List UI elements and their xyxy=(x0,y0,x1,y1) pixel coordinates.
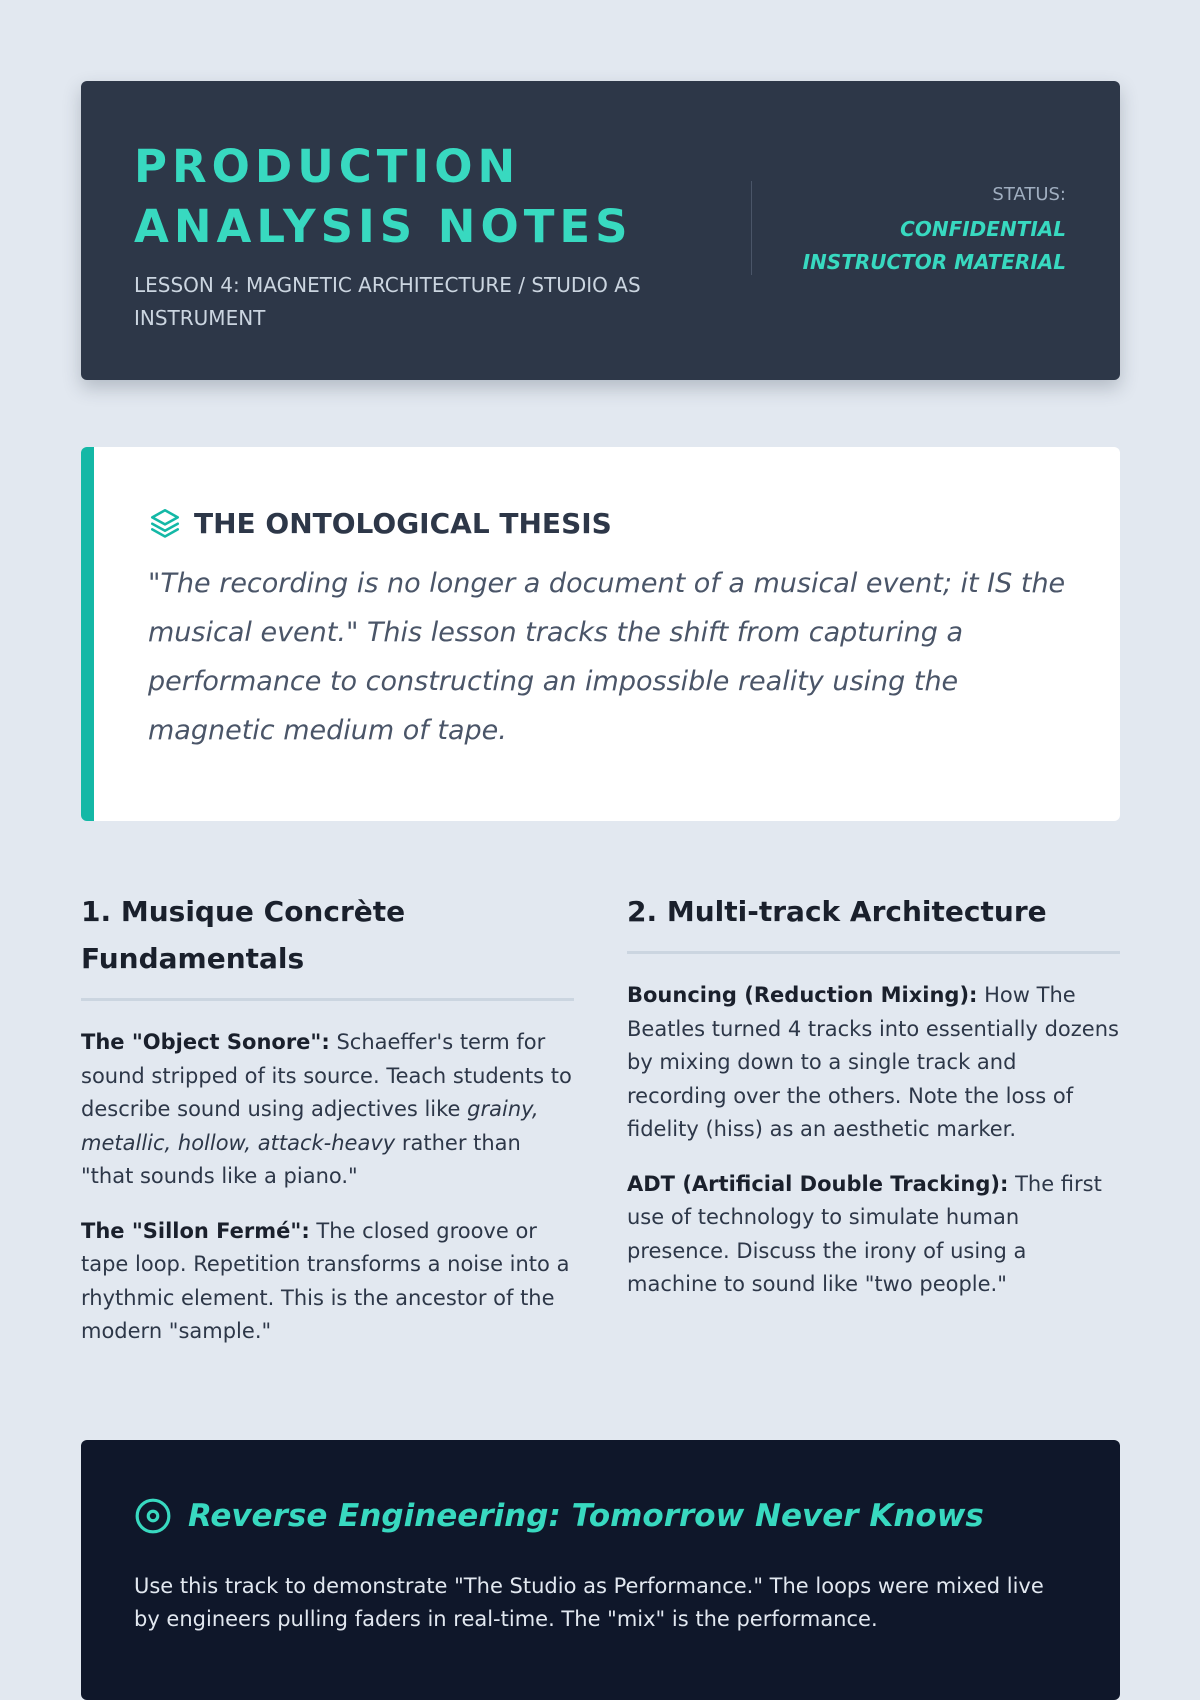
lesson-subtitle: LESSON 4: MAGNETIC ARCHITECTURE / STUDIO AS INSTRUMENT xyxy=(134,273,641,330)
section-multitrack xyxy=(627,888,1120,1370)
engineering-title: Reverse Engineering: Tomorrow Never Knows xyxy=(188,1497,984,1534)
entry-text: rather than "that sounds like a piano." xyxy=(81,1130,521,1188)
entry-object-sonore xyxy=(81,1026,574,1194)
entry-text: Schaeffer's term for sound stripped of its source. Teach students to describe sound using adjectives like xyxy=(81,1030,572,1121)
entry-text: How The Beatles turned 4 tracks into essentially dozens by mixing down to a single track and recording over the others. Note the loss of fidelity (hiss) as an aesthetic marker. xyxy=(627,983,1119,1141)
engineering-heading xyxy=(134,1496,1067,1536)
engineering-text: Use this track to demonstrate "The Studio as Performance." The loops were mixed live by engineers pulling faders in real-time. The "mix" is the performance. xyxy=(134,1573,1044,1631)
entry-bouncing xyxy=(627,979,1120,1147)
page-title: PRODUCTION ANALYSIS NOTES xyxy=(134,140,633,253)
status-value: CONFIDENTIAL INSTRUCTOR MATERIAL xyxy=(802,217,1066,274)
thesis-title: THE ONTOLOGICAL THESIS xyxy=(194,506,612,540)
entry-text: The closed groove or tape loop. Repetition transforms a noise into a rhythmic element. This is the ancestor of the modern "sample." xyxy=(81,1218,570,1343)
status-block xyxy=(752,137,1066,380)
target-icon xyxy=(134,1497,172,1535)
section-title: 2. Multi-track Architecture xyxy=(627,888,1120,954)
layers-icon xyxy=(148,506,182,540)
entry-term: ADT (Artificial Double Tracking): xyxy=(627,1171,1009,1196)
entry-term: The "Sillon Fermé": xyxy=(81,1218,310,1243)
thesis-quote: "The recording is no longer a document of a musical event; it IS the musical event." This lesson tracks the shift from capturing a performance to constructing an impossible reality using the magnetic medium of tape. xyxy=(148,568,1066,746)
entry-emphasis: grainy, metallic, hollow, attack-heavy xyxy=(81,1097,539,1155)
entry-adt xyxy=(627,1168,1120,1302)
header-left xyxy=(134,137,674,380)
status-label: STATUS: xyxy=(992,184,1066,205)
thesis-heading xyxy=(148,503,1070,543)
lesson-sections xyxy=(81,888,1120,1370)
entry-text: The first use of technology to simulate human presence. Discuss the irony of using a machine to sound like "two people." xyxy=(627,1171,1102,1296)
header-banner xyxy=(81,81,1120,380)
reverse-engineering-card xyxy=(81,1440,1120,1700)
document-page xyxy=(81,81,1120,1700)
thesis-card xyxy=(81,447,1120,821)
entry-term: Bouncing (Reduction Mixing): xyxy=(627,983,978,1007)
section-musique-concrete xyxy=(81,888,574,1370)
entry-term: The "Object Sonore": xyxy=(81,1030,330,1054)
section-title: 1. Musique Concrète Fundamentals xyxy=(81,888,574,1001)
entry-sillon-ferme xyxy=(81,1215,574,1349)
